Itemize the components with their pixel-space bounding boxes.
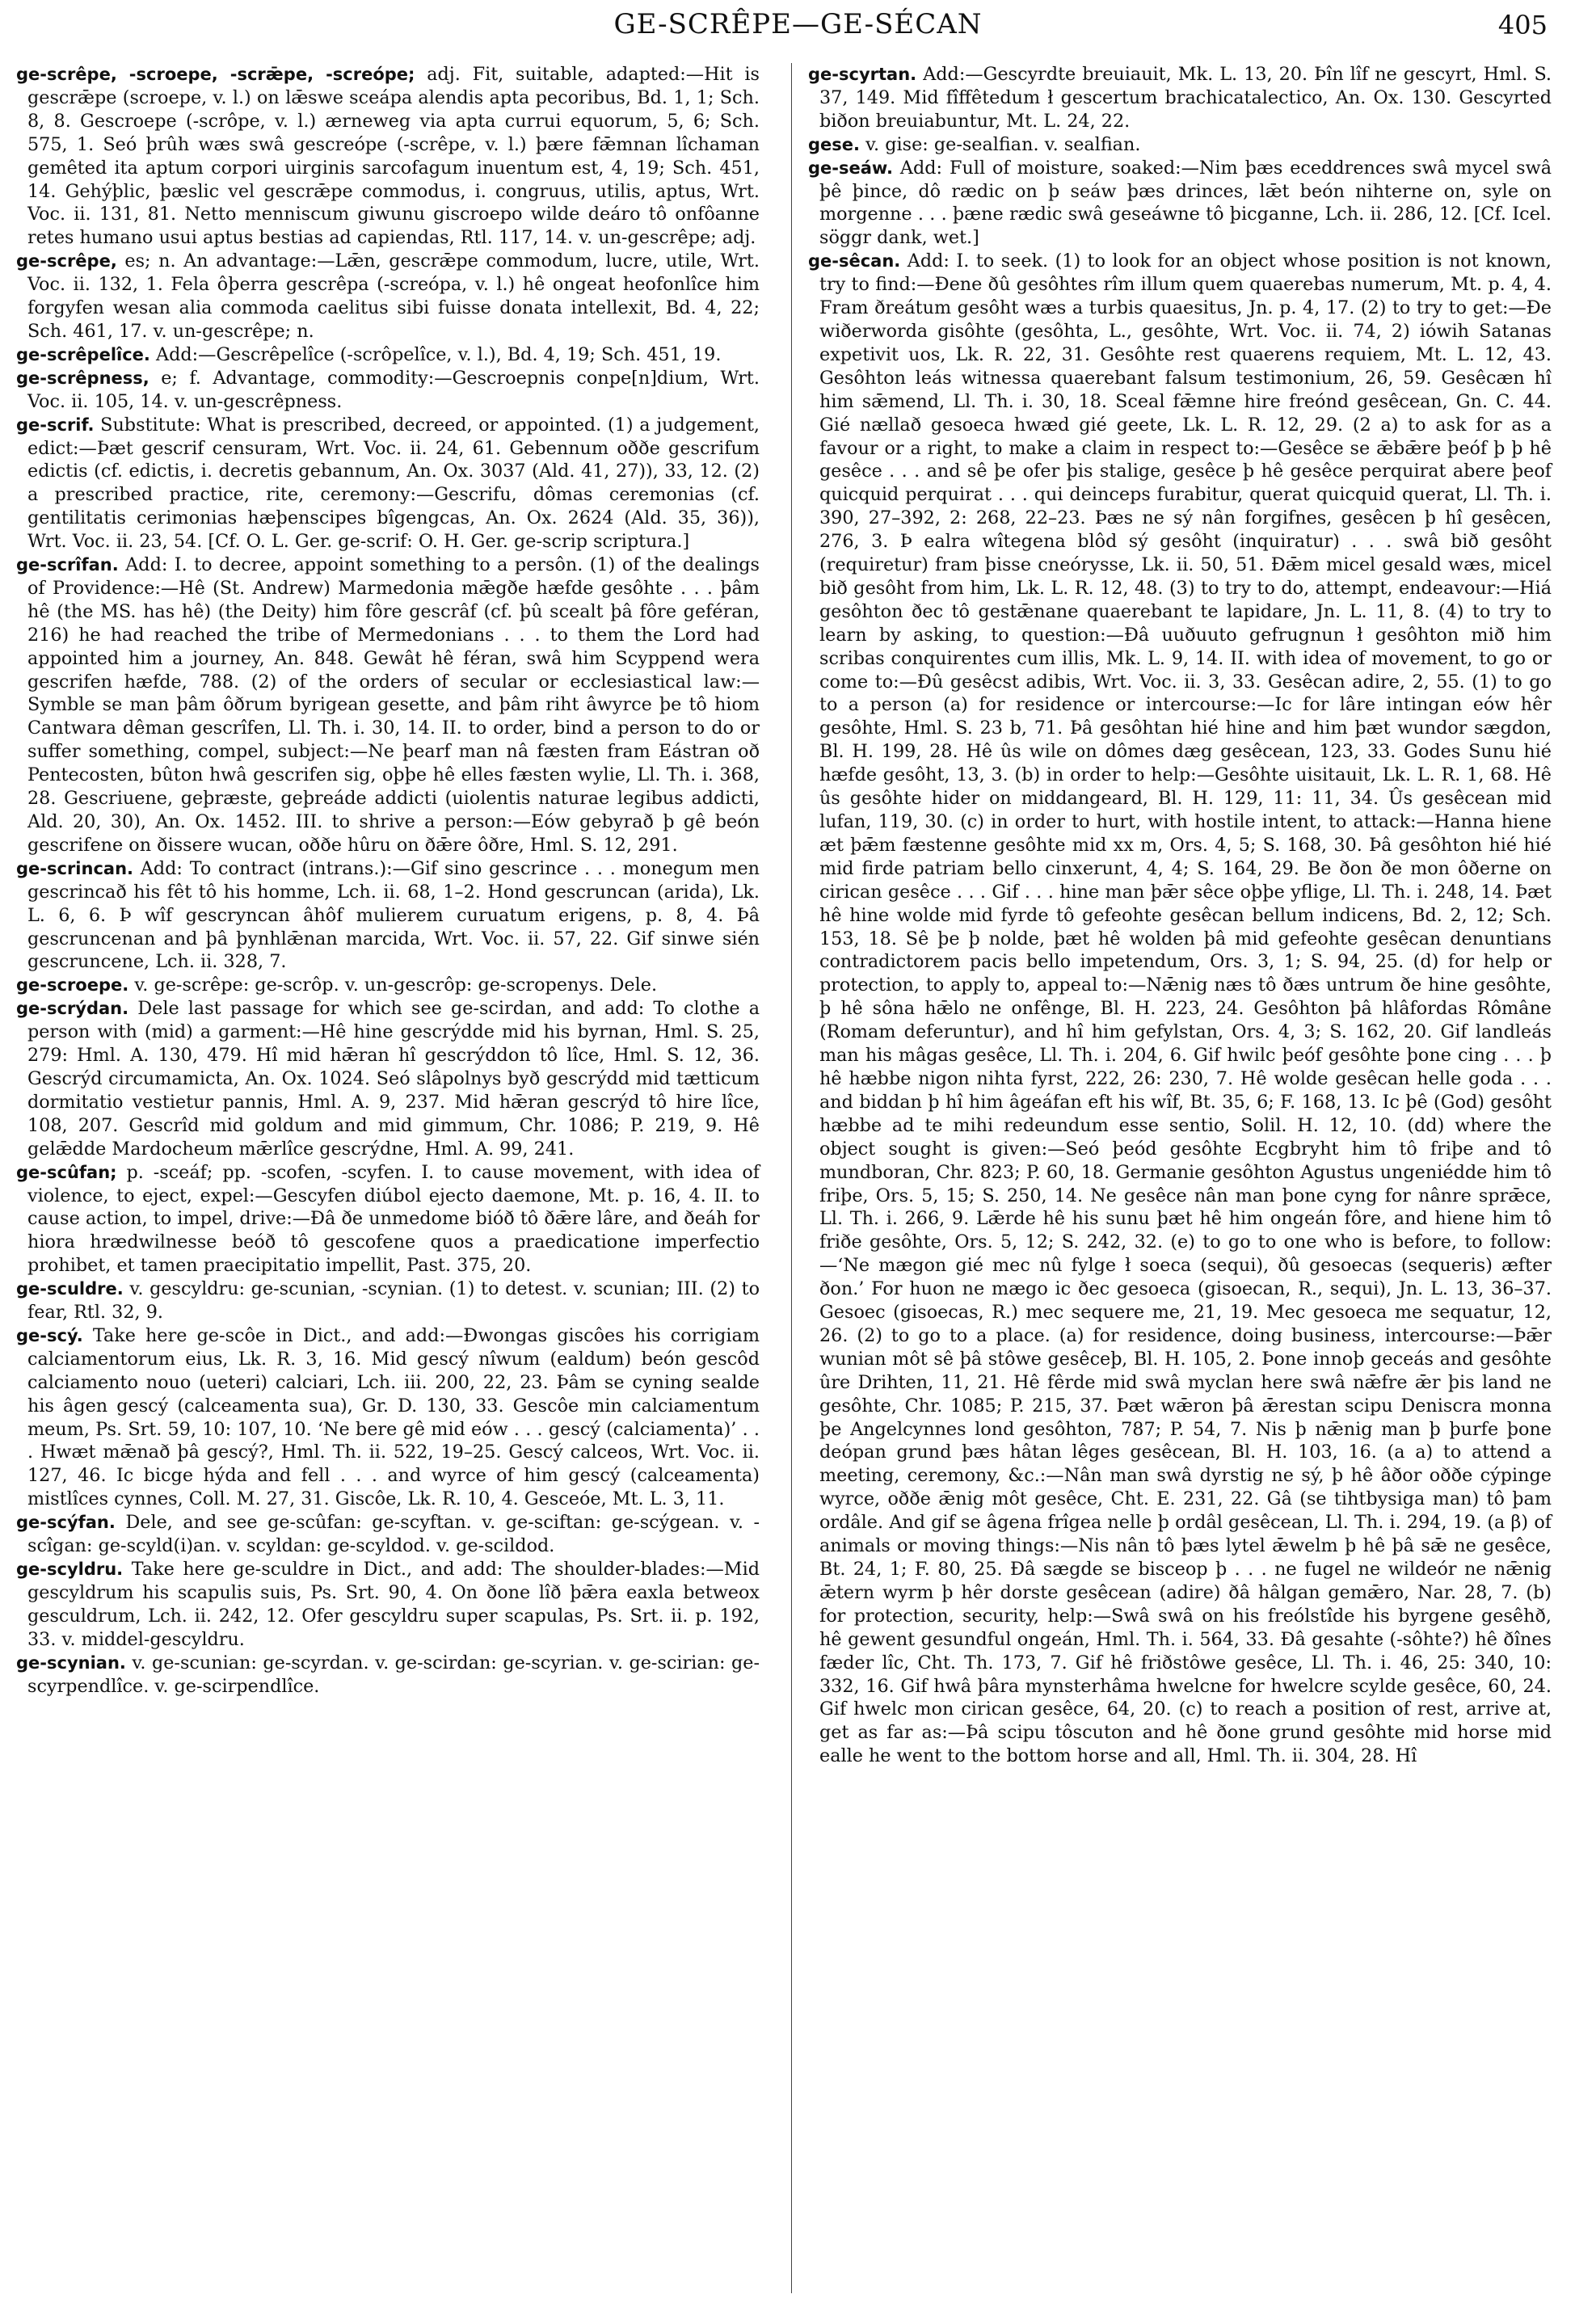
dictionary-entry: [16, 343, 760, 367]
dictionary-entry: [16, 1161, 760, 1278]
entry-headword: ge-scûfan;: [16, 1162, 117, 1182]
entry-definition: Dele last passage for which see ge-scirdan, and add: To clothe a person with (mid) a garment:—Hê hine gescrýdde mid his byrnan, Hml. S. 25, 279: Hml. A. 130, 479. Hî mid hǣran hî gescrýddon tô lîce, Hml. S. 12, 36. Gescrýd circumamicta, An. Ox. 1024. Seó slâpolnys byð gescrýdd mid tætticum dormitatio vestietur pannis, Hml. A. 9, 237. Mid hǣran gescrýd tô hire lîce, 108, 207. Gescrîd mid goldum and mid gimmum, Chr. 1086; P. 219, 9. Hê gelǣdde Mardocheum mǣrlîce gescrýdne, Hml. A. 99, 241.: [27, 998, 760, 1160]
dictionary-entry: [808, 63, 1552, 133]
entry-definition: Dele, and see ge-scûfan: ge-scyftan. v. ge-sciftan: ge-scýgean. v. -scîgan: ge-scyld(i)an. v. scyldan: ge-scyldod. v. ge-scildod.: [27, 1512, 760, 1557]
entry-definition: Take here ge-sculdre in Dict., and add: The shoulder-blades:—Mid gescyldrum his scapulis suis, Ps. Srt. 90, 4. On ðone lîð þǣra eaxla betweox gesculdrum, Lch. ii. 242, 12. Ofer gescyldru super scapulas, Ps. Srt. ii. p. 192, 33. v. middel-gescyldru.: [27, 1559, 760, 1650]
entry-headword: ge-scrêpe,: [16, 251, 117, 272]
entry-definition: adj. Fit, suitable, adapted:—Hit is gescrǣpe (scroepe, v. l.) on lǣswe sceápa alendis apta pecoribus, Bd. 1, 1; Sch. 8, 8. Gescroepe (-scrôpe, v. l.) ærneweg via apta currui equorum, 5, 6; Sch. 575, 1. Seó þrûh wæs swâ gescreópe (-scrêpe, v. l.) þære fǣmnan lîchaman gemêted ita aptum corpori uirginis sarcofagum inuentum est, 4, 19; Sch. 451, 14. Gehýþlic, þæslic vel gescrǣpe commodus, i. congruus, utilis, aptus, Wrt. Voc. ii. 131, 81. Netto menniscum giwunu giscroepo wilde deáro tô onfôanne retes humano usui aptus bestias ad capiendas, Rtl. 117, 14. v. un-gescrêpe; adj.: [27, 64, 760, 249]
dictionary-entry: [16, 1558, 760, 1652]
entry-headword: ge-scyldru.: [16, 1560, 124, 1579]
entry-headword: gese.: [808, 134, 860, 154]
entry-headword: ge-sêcan.: [808, 251, 901, 272]
dictionary-entry: [16, 367, 760, 414]
dictionary-entry: [16, 1652, 760, 1699]
entry-definition: es; n. An advantage:—Lǣn, gescrǣpe commodum, lucre, utile, Wrt. Voc. ii. 132, 1. Fela ôþerra gescrêpa (-screópa, v. l.) hê ongeat heofonlîce him forgyfen wesan alia commoda caelitus sibi fuisse donata intellexit, Bd. 4, 22; Sch. 461, 17. v. un-gescrêpe; n.: [27, 250, 760, 342]
entry-headword: ge-scrêpness,: [16, 368, 149, 388]
entry-definition: Substitute: What is prescribed, decreed, or appointed. (1) a judgement, edict:—Þæt gescrif censuram, Wrt. Voc. ii. 24, 61. Gebennum oððe gescrifum edictis (cf. edictis, i. decretis gebannum, An. Ox. 3037 (Ald. 41, 27)), 33, 12. (2) a prescribed practice, rite, ceremony:—Gescrifu, dômas ceremonias (cf. gentilitatis cerimonias hæþenscipes bîgengcas, An. Ox. 2624 (Ald. 35, 36)), Wrt. Voc. ii. 23, 54. [Cf. O. L. Ger. ge-scrif: O. H. Ger. ge-scrip scriptura.]: [27, 414, 760, 553]
running-head: [0, 8, 1596, 48]
entry-headword: ge-scynian.: [16, 1652, 126, 1673]
dictionary-entry: [16, 974, 760, 997]
entry-definition: e; f. Advantage, commodity:—Gescroepnis conpe[n]dium, Wrt. Voc. ii. 105, 14. v. un-gescrêpness.: [27, 367, 760, 412]
entry-headword: ge-scrêpe, -scroepe, -scrǣpe, -screópe;: [16, 65, 415, 84]
entry-definition: Add: To contract (intrans.):—Gif sino gescrince . . . monegum men gescrincað his fêt tô his homme, Lch. ii. 68, 1–2. Hond gescruncan (arida), Lk. L. 6, 6. Þ wîf gescryncan âhôf mulierem curuatum erigens, p. 8, 4. Þâ gescruncenan and þâ þynhlǣnan marcida, Wrt. Voc. ii. 57, 22. Gif sinwe sién gescruncene, Lch. ii. 328, 7.: [27, 857, 760, 973]
page-title: GE-SCRÊPE—GE-SÉCAN: [613, 8, 983, 40]
entry-definition: Take here ge-scôe in Dict., and add:—Ðwongas giscôes his corrigiam calciamentorum eius, Lk. R. 3, 16. Mid gescý nîwum (ealdum) beón gescôd calciamento nouo (ueteri) calciari, Lch. iii. 200, 22, 23. Þâm se cyning sealde his âgen gescý (calceamenta sua), Gr. D. 130, 33. Gescôe min calciamentum meum, Ps. Srt. 59, 10: 107, 10. ‘Ne bere gê mid eów . . . gescý (calciamenta)’ . . . Hwæt mǣnað þâ gescý?, Hml. Th. ii. 522, 19–25. Gescý calceos, Wrt. Voc. ii. 127, 46. Ic bicge hýda and fell . . . and wyrce of him gescý (calceamenta) mistlîces cynnes, Coll. M. 27, 31. Giscôe, Lk. R. 10, 4. Gesceóe, Mt. L. 3, 11.: [27, 1324, 760, 1510]
entry-headword: ge-scrincan.: [16, 858, 133, 878]
entry-definition: v. gise: ge-sealfian. v. sealfian.: [865, 133, 1141, 155]
dictionary-entry: [16, 1511, 760, 1558]
left-column: [16, 63, 760, 1698]
entry-headword: ge-seáw.: [808, 158, 893, 178]
entry-headword: ge-scroepe.: [16, 975, 129, 996]
entry-headword: ge-scyrtan.: [808, 65, 917, 84]
entry-definition: Add: I. to decree, appoint something to a persôn. (1) of the dealings of Providence:—Hê (St. Andrew) Marmedonia mǣgðe hæfde gesôhte . . . þâm hê (the MS. has hê) (the Deity) him fôre gescrâf (cf. þû scealt þâ fôre geféran, 216) he had reached the tribe of Mermedonians . . . to them the Lord had appointed him a journey, An. 848. Gewât hê féran, swâ him Scyppend wera gescrifen hæfde, 788. (2) of the orders of secular or ecclesiastical law:—Symble se man þâm ôðrum byrigean gesette, and þâm riht âwyrce þe tô hiom Cantwara dêman gescrîfen, Ll. Th. i. 30, 14. II. to order, bind a person to do or suffer something, compel, subject:—Ne þearf man nâ fæsten fram Eástran oð Pentecosten, bûton hwâ gescrifen sig, oþþe hê elles fæsten wylie, Ll. Th. i. 368, 28. Gescriuene, geþræste, geþreáde addicti (uiolentis naturae legibus addicti, Ald. 20, 30), An. Ox. 1452. III. to shrive a person:—Eów gebyrað þ gê beón gescrifene on ðissere wucan, oððe hûru on ðǣre ôðre, Hml. S. 12, 291.: [27, 554, 760, 856]
dictionary-entry: [808, 250, 1552, 1768]
dictionary-entry: [16, 997, 760, 1160]
entry-definition: Add: Full of moisture, soaked:—Nim þæs eceddrences swâ mycel swâ þê þince, dô rædic on þ seáw þæs drinces, lǣt beón nihterne on, syle on morgenne . . . þæne rædic swâ geseáwne tô þicganne, Lch. ii. 286, 12. [Cf. Icel. söggr dank, wet.]: [819, 157, 1552, 249]
entry-headword: ge-scý.: [16, 1325, 83, 1345]
dictionary-entry: [16, 63, 760, 250]
right-column: [808, 63, 1552, 1768]
entry-definition: Add:—Gescrêpelîce (-scrôpelîce, v. l.), Bd. 4, 19; Sch. 451, 19.: [155, 343, 722, 365]
entry-definition: Add:—Gescyrdte breuiauit, Mk. L. 13, 20. Þîn lîf ne gescyrt, Hml. S. 37, 149. Mid fîffêtedum ł gescertum brachicatalectico, An. Ox. 130. Gescyrted biðon breuiabuntur, Mt. L. 24, 22.: [819, 64, 1552, 132]
dictionary-entry: [808, 157, 1552, 250]
entry-headword: ge-scrêpelîce.: [16, 344, 150, 364]
dictionary-entry: [16, 1278, 760, 1324]
dictionary-entry: [808, 133, 1552, 157]
entry-definition: v. ge-scrêpe: ge-scrôp. v. un-gescrôp: ge-scropenys. Dele.: [134, 974, 658, 996]
entry-headword: ge-scrif.: [16, 415, 95, 435]
entry-headword: ge-scýfan.: [16, 1513, 116, 1533]
column-divider: [791, 63, 792, 2293]
dictionary-entry: [16, 1324, 760, 1511]
entry-definition: Add: I. to seek. (1) to look for an object whose position is not known, try to find:—Ðene ðû gesôhtes rîm illum quem quaerebas numerum, Mt. p. 4, 4. Fram ðreátum gesôht wæs a turbis quaesitus, Jn. p. 4, 17. (2) to try to get:—Ðe wiðerworda gisôhte (gesôhta, L., gesôhte, Wrt. Voc. ii. 74, 2) iówih Satanas expetivit uos, Lk. R. 22, 31. Gesôhte rest quaerens requiem, Mt. L. 12, 43. Gesôhton leás witnessa quaerebant falsum testimonium, 26, 59. Gesêcæn hî him sǣmend, Ll. Th. i. 30, 18. Sceal fǣmne hire freónd gesêcean, Gn. C. 44. Gié nællað gesoeca hwæd gié geete, Lk. L. R. 12, 29. (2 a) to ask for as a favour or a right, to make a claim in respect to:—Gesêce se ǣbǣre þeóf þ þ hê gesêce . . . and sê þe ofer þis stalige, gesêce þ hê gesêce perquirat abere þeof quicquid perquirat . . . qui deinceps furabitur, querat quicquid querat, Ll. Th. i. 390, 27–392, 2: 268, 22–23. Þæs ne sý nân forgifnes, gesêcen þ hî gesêcen, 276, 3. Þ ealra wîtegena blôd sý gesôht (inquiratur) . . . swâ bið gesôht (requiretur) fram þisse cneórysse, Lk. ii. 50, 51. Ðǣm micel gesald wæs, micel bið gesôht from him, Lk. L. R. 12, 48. (3) to try to do, attempt, endeavour:—Hiá gesôhton ðec tô gestǣnane quaerebant te lapidare, Jn. L. 11, 8. (4) to try to learn by asking, to question:—Ðâ uuðuuto gefrugnun ł gesôhton mið him scribas conquirentes cum illis, Mk. L. 9, 14. II. with idea of movement, to go or come to:—Ðû gesêcst adibis, Wrt. Voc. ii. 3, 33. Gesêcan adire, 2, 55. (1) to go to a person (a) for residence or intercourse:—Ic for lâre intingan eów hêr gesôhte, Hml. S. 23 b, 71. Þâ gesôhtan hié hine and him þæt wundor sægdon, Bl. H. 199, 28. Hê ûs wile on dômes dæg gesêcean, 123, 33. Godes Sunu hié hæfde gesôht, 13, 3. (b) in order to help:—Gesôhte uisitauit, Lk. L. R. 1, 68. Hê ûs gesôhte hider on middangeard, Bl. H. 129, 11: 11, 34. Ûs gesêcean mid lufan, 119, 30. (c) in order to hurt, with hostile intent, to attack:—Hanna hiene æt þǣm fæstenne gesôhte mid xx m, Ors. 4, 5; S. 168, 30. Þâ gesôhton hié hié mid firde patriam bello cinxerunt, 4, 4; S. 164, 29. Be ðon ðe mon ôðerne on cirican gesêce . . . Gif . . . hine man þǣr sêce oþþe yflige, Ll. Th. i. 248, 14. Þæt hê hine wolde mid fyrde tô gefeohte gesêcan bellum indicens, Bd. 2, 12; Sch. 153, 18. Sê þe þ nolde, þæt hê wolden þâ mid gefeohte gesêcan denuntians contradictorem pacis bello impetendum, Ors. 3, 1; S. 94, 25. (d) for help or protection, to apply to, appeal to:—Nǣnig næs tô ðæs untrum ðe hine gesôhte, þ hê sôna hǣlo ne onfênge, Bl. H. 223, 24. Gesôhton þâ hlâfordas Rômâne (Romam deferuntur), and hî him gefylstan, Ors. 4, 3; S. 162, 20. Gif landleás man his mâgas gesêce, Ll. Th. i. 204, 6. Gif hwilc þeóf gesôhte þone cing . . . þ hê hæbbe nigon nihta fyrst, 222, 26: 230, 7. Hê wolde gesêcan helle goda . . . and biddan þ hî him âgeáfan eft his wîf, Bt. 35, 6; F. 168, 13. Ic þê (God) gesôht hæbbe ad te mihi redeundum esse sentio, Solil. H. 12, 10. (dd) where the object sought is given:—Seó þeód gesôhte Ecgbryht him tô friþe and tô mundboran, Chr. 823; P. 60, 18. Germanie gesôhton Agustus ungeniédde him tô friþe, Ors. 5, 15; S. 250, 14. Ne gesêce nân man þone cyng for nânre sprǣce, Ll. Th. i. 266, 9. Lǣrde hê his sunu þæt hê him ongeán fôre, and hiene him tô friðe gesôhte, Ors. 5, 12; S. 242, 32. (e) to go to one who is before, to follow:—‘Ne mægon gié mec nû fylge ł soeca (sequi), ðû gesoecas (sequeris) æfter ðon.’ For huon ne mægo ic ðec gesoeca (gisoecan, R., sequi), Jn. L. 13, 36–37. Gesoec (gisoecas, R.) mec sequere me, 21, 19. Mec gesoeca me sequatur, 12, 26. (2) to go to a place. (a) for residence, doing business, intercourse:—Þǣr wunian môt sê þâ stôwe gesêceþ, Bl. H. 105, 2. Þone innoþ geceás and gesôhte ûre Drihten, 11, 21. Hê fêrde mid swâ myclan here swâ nǣfre ǣr þis land ne gesôhte, Chr. 1085; P. 215, 37. Þæt wǣron þâ ǣrestan scipu Deniscra monna þe Angelcynnes lond gesôhton, 787; P. 54, 7. Nis þ nǣnig man þ þurfe þone deópan grund þæs hâtan lêges gesêcean, Bl. H. 103, 16. (a a) to attend a meeting, ceremony, &c.:—Nân man swâ dyrstig ne sý, þ hê âðor oððe cýpinge wyrce, oððe ǣnig môt gesêce, Cht. E. 231, 22. Gâ (se tihtbysiga man) tô þam ordâle. And gif se âgena frîgea nelle þ ordâl gesêcean, Ll. Th. i. 294, 19. (a β) of animals or moving things:—Nis nân tô þæs lytel ǣwelm þ hê þâ sǣ ne gesêce, Bt. 24, 1; F. 80, 25. Ðâ sægde se bisceop þ . . . ne fugel ne wildeór ne nǣnig ǣtern wyrm þ hêr dorste gesêcean (adire) ðâ hâlgan gemǣro, Nar. 28, 7. (b) for protection, security, help:—Swâ swâ on his freólstîde his byrgene gesêhð, hê gewent gesundful ongeán, Hml. Th. i. 564, 33. Ðâ gesahte (-sôhte?) hê ðînes fæder lîc, Cht. Th. 173, 7. Gif hê friðstôwe gesêce, Ll. Th. i. 46, 25: 340, 10: 332, 16. Gif hwâ þâra mynsterhâma hwelcne for hwelcre scylde gesêce, 60, 24. Gif hwelc mon cirican gesêce, 64, 20. (c) to reach a position of rest, arrive at, get as far as:—Þâ scipu tôscuton and hê ðone grund gesôhte mid horse mid ealle he went to the bottom horse and all, Hml. Th. ii. 304, 28. Hî: [819, 250, 1552, 1767]
dictionary-entry: [16, 857, 760, 974]
entry-headword: ge-scrîfan.: [16, 555, 119, 575]
entry-headword: ge-scrýdan.: [16, 999, 129, 1019]
page-number: 405: [1497, 10, 1548, 40]
entry-headword: ge-sculdre.: [16, 1279, 124, 1299]
entry-definition: p. -sceáf; pp. -scofen, -scyfen. I. to cause movement, with idea of violence, to eject, expel:—Gescyfen diúbol ejecto daemone, Mt. p. 16, 4. II. to cause action, to impel, drive:—Ðâ ðe unmedome bióð tô ðǣre lâre, and ðeáh for hiora hrædwilnesse beóð tô gescofene quos a praedicatione imperfectio prohibet, et tamen praecipitatio impellit, Past. 375, 20.: [27, 1161, 760, 1277]
entry-definition: v. ge-scunian: ge-scyrdan. v. ge-scirdan: ge-scyrian. v. ge-scirian: ge-scyrpendlîce. v. ge-scirpendlîce.: [27, 1652, 760, 1697]
entry-definition: v. gescyldru: ge-scunian, -scynian. (1) to detest. v. scunian; III. (2) to fear, Rtl. 32, 9.: [27, 1278, 760, 1324]
dictionary-entry: [16, 414, 760, 554]
dictionary-entry: [16, 554, 760, 857]
dictionary-entry: [16, 250, 760, 343]
